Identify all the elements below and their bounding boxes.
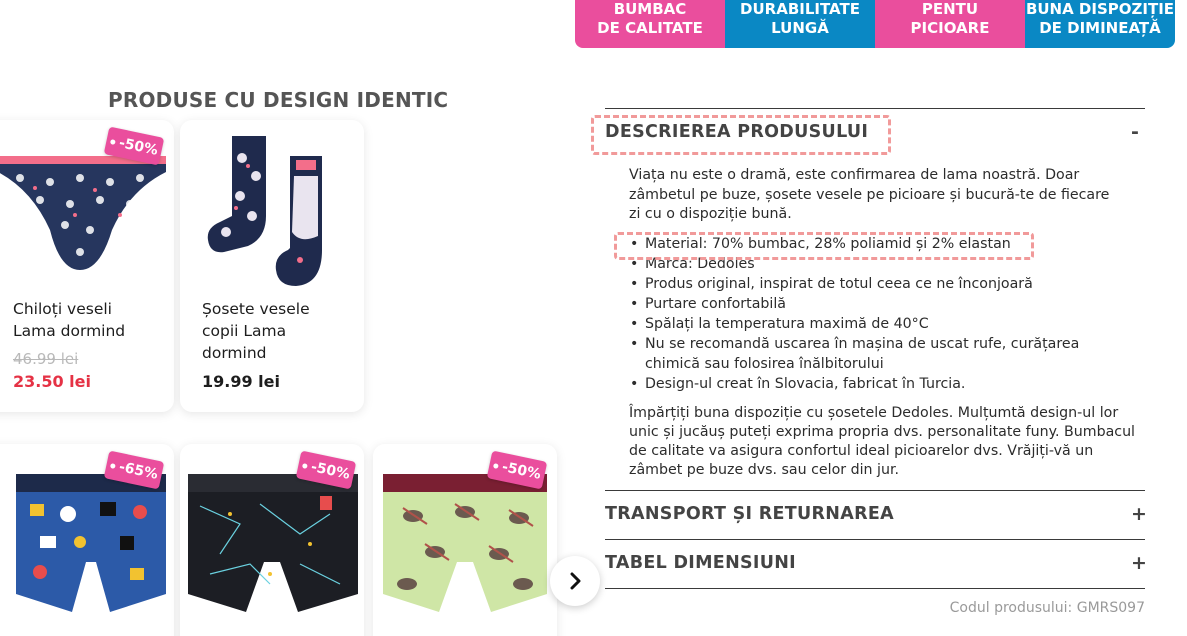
accordion-transport-title[interactable]: TRANSPORT ȘI RETURNAREA [605,504,894,524]
expand-toggle[interactable]: + [1131,552,1147,574]
expand-toggle[interactable]: + [1131,503,1147,525]
discount-badge: -50% [296,450,357,489]
feature-quality-cotton: BUMBAC DE CALITATE [575,0,725,48]
chevron-right-icon [566,572,584,590]
product-code: Codul produsului: GMRS097 [949,600,1145,616]
spec-origin: • Design-ul creat în Slovacia, fabricat în Turcia. [629,374,1149,394]
socks-image [180,120,364,290]
product-card-panties[interactable] [0,120,174,412]
features-banner [575,0,1175,48]
spec-washing: • Spălați la temperatura maximă de 40°C [629,314,1149,334]
feature-durability: DURABILITATE LUNGĂ [725,0,875,48]
spec-original: • Produs original, inspirat de totul ceea ce ne înconjoară [629,274,1149,294]
product-image[interactable] [180,120,364,290]
description-intro: Viața nu este o dramă, este confirmarea de lama noastră. Doar zâmbetul pe buze, șosete vesele pe picioare și bucură-te de fiecare zi cu o dispoziție bună. [629,167,1110,223]
discount-badge: -50% [487,450,548,489]
product-price: 19.99 lei [202,372,280,391]
spec-brand: • Marca: Dedoles [629,254,1149,274]
product-card-boxers-1[interactable] [0,444,174,636]
discount-badge: -50% [104,126,165,165]
spec-material: • Material: 70% bumbac, 28% poliamid și 2% elastan [629,234,1149,254]
accordion-divider [605,539,1145,540]
product-name[interactable]: Chiloți veseli Lama dormind [13,300,126,340]
description-outro: Împărțiți buna dispoziție cu șosetele Dedoles. Mulțumtă design-ul lor unic și jucăuș puteți exprima propria dvs. personalitate funy. Bumbacul de calitate va asigura confortul ideal picioarelor dvs. Vrăjiți-vă un zâmbet pe buze dvs. sau celor din jur. [629,405,1136,478]
spec-drying: • Nu se recomandă uscarea în mașina de uscat rufe, curățarea chimică sau folosirea înălbitorului [629,334,1109,374]
similar-products-title: PRODUSE CU DESIGN IDENTIC [108,88,449,112]
product-price: 23.50 lei [13,372,91,391]
spec-comfort: • Purtare confortabilă [629,294,1149,314]
product-card-socks[interactable] [180,120,364,412]
product-card-boxers-2[interactable] [180,444,364,636]
feature-good-mood: BUNA DISPOZIȚIE DE DIMINEAȚĂ [1025,0,1175,48]
collapse-toggle[interactable]: - [1131,121,1139,143]
highlight-description-title [591,115,891,155]
accordion-description-title[interactable]: DESCRIEREA PRODUSULUI [605,122,869,142]
highlight-material [614,232,1034,260]
product-name[interactable]: Șosete vesele copii Lama dormind [202,300,310,362]
accordion-divider [605,108,1145,109]
product-card-boxers-3[interactable] [373,444,557,636]
carousel-next-button[interactable] [550,556,600,606]
discount-badge: -65% [104,450,165,489]
feature-for-feet: PENTU PICIOARE [875,0,1025,48]
accordion-sizes-title[interactable]: TABEL DIMENSIUNI [605,553,796,573]
accordion-divider [605,588,1145,589]
product-old-price: 46.99 lei [13,350,79,368]
accordion-divider [605,490,1145,491]
